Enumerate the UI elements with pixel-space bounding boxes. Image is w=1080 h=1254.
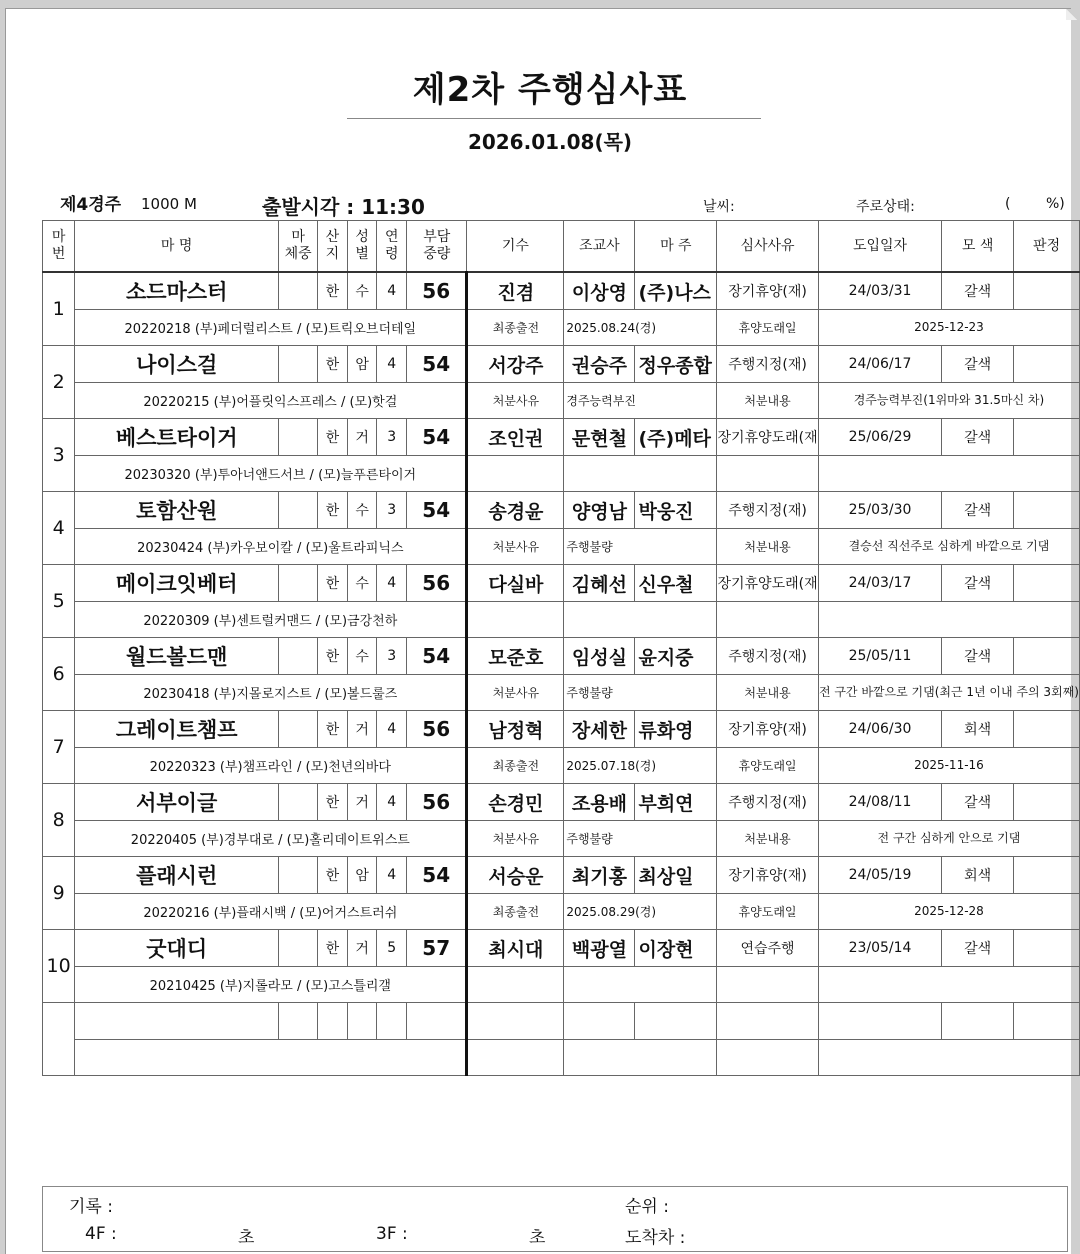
horse-sex: 거 — [347, 930, 377, 967]
horse-reason: 주행지정(재) — [717, 638, 819, 675]
horse-owner: 최상일 — [635, 857, 717, 894]
detail-value-1 — [564, 456, 717, 492]
horse-origin: 한 — [318, 272, 348, 310]
horse-trainer: 임성실 — [564, 638, 635, 675]
horse-weight-cell[interactable] — [279, 419, 318, 456]
detail-label-2 — [717, 602, 819, 638]
horse-pedigree: 20220405 (부)경부대로 / (모)홀리데이트위스트 — [75, 821, 467, 857]
horse-trainer: 백광열 — [564, 930, 635, 967]
empty-cell[interactable] — [635, 1003, 717, 1040]
horse-detail-row — [43, 675, 1080, 711]
verdict-cell[interactable] — [1014, 346, 1080, 383]
horse-sex: 암 — [347, 857, 377, 894]
horse-row — [43, 638, 1080, 675]
horse-trainer: 최기홍 — [564, 857, 635, 894]
col-verdict: 판정 — [1014, 221, 1080, 273]
detail-value-1: 2025.08.29(경) — [564, 894, 717, 930]
horse-name: 메이크잇베터 — [75, 565, 279, 602]
detail-value-1: 주행불량 — [564, 529, 717, 565]
horse-color: 갈색 — [942, 492, 1014, 529]
horse-age: 4 — [377, 711, 407, 748]
empty-cell[interactable] — [467, 1003, 564, 1040]
horse-sex: 암 — [347, 346, 377, 383]
sheet-date: 2026.01.08(목) — [467, 130, 633, 154]
title-underline — [347, 118, 761, 119]
start-time: 출발시각 : 11:30 — [262, 195, 425, 219]
horse-reason: 주행지정(재) — [717, 784, 819, 821]
horse-row — [43, 711, 1080, 748]
record-box — [42, 1186, 1068, 1252]
horse-intro-date: 23/05/14 — [818, 930, 941, 967]
horse-reason: 장기휴양도래(재 — [717, 419, 819, 456]
horse-reason: 장기휴양(재) — [717, 272, 819, 310]
horse-trainer: 조용배 — [564, 784, 635, 821]
horse-age: 4 — [377, 857, 407, 894]
horse-burden: 54 — [407, 346, 467, 383]
col-intro-date: 도입일자 — [818, 221, 941, 273]
horse-pedigree: 20210425 (부)지롤라모 / (모)고스틀리갤 — [75, 967, 467, 1003]
detail-label-1 — [467, 602, 564, 638]
horse-origin: 한 — [318, 784, 348, 821]
horse-detail-row — [43, 602, 1080, 638]
horse-trainer: 문현철 — [564, 419, 635, 456]
col-origin: 산 지 — [318, 221, 348, 273]
horse-row — [43, 857, 1080, 894]
detail-label-2: 처분내용 — [717, 383, 819, 419]
horse-jockey: 남정혁 — [467, 711, 564, 748]
verdict-cell[interactable] — [1014, 930, 1080, 967]
horse-burden: 54 — [407, 492, 467, 529]
horse-owner: (주)메타 — [635, 419, 717, 456]
horse-color: 갈색 — [942, 930, 1014, 967]
detail-label-2: 처분내용 — [717, 529, 819, 565]
horse-color: 갈색 — [942, 419, 1014, 456]
empty-cell[interactable] — [717, 1003, 819, 1040]
col-sex: 성 별 — [347, 221, 377, 273]
horse-color: 회색 — [942, 711, 1014, 748]
horse-owner: 정우종합 — [635, 346, 717, 383]
horse-color: 갈색 — [942, 784, 1014, 821]
horse-owner: 부희연 — [635, 784, 717, 821]
horse-detail-row — [43, 894, 1080, 930]
horse-name: 굿대디 — [75, 930, 279, 967]
horse-origin: 한 — [318, 711, 348, 748]
horse-name: 서부이글 — [75, 784, 279, 821]
horse-age: 4 — [377, 784, 407, 821]
horse-sex: 수 — [347, 272, 377, 310]
detail-label-1 — [467, 456, 564, 492]
detail-value-1: 주행불량 — [564, 821, 717, 857]
sheet-title: 제2차 주행심사표 — [412, 70, 688, 110]
detail-label-1: 최종출전 — [467, 310, 564, 346]
detail-value-2: 결승선 직선주로 심하게 바깥으로 기댐 — [818, 529, 1079, 565]
horse-number: 3 — [43, 419, 75, 492]
detail-value-2: 2025-12-28 — [818, 894, 1079, 930]
col-burden: 부담 중량 — [407, 221, 467, 273]
horse-origin: 한 — [318, 857, 348, 894]
col-trainer: 조교사 — [564, 221, 635, 273]
page-corner — [1066, 9, 1077, 20]
horse-owner: (주)나스 — [635, 272, 717, 310]
horse-pedigree: 20220215 (부)어플릿익스프레스 / (모)핫걸 — [75, 383, 467, 419]
horse-row — [43, 419, 1080, 456]
horse-intro-date: 24/05/19 — [818, 857, 941, 894]
col-owner: 마 주 — [635, 221, 717, 273]
horse-detail-row — [43, 821, 1080, 857]
col-name: 마 명 — [75, 221, 279, 273]
horse-color: 갈색 — [942, 638, 1014, 675]
horse-trainer: 이상영 — [564, 272, 635, 310]
horse-weight-cell[interactable] — [279, 638, 318, 675]
detail-value-2: 전 구간 심하게 안으로 기댐 — [818, 821, 1079, 857]
horse-origin: 한 — [318, 419, 348, 456]
horse-name: 월드볼드맨 — [75, 638, 279, 675]
race-distance: 1000 M — [141, 195, 197, 213]
detail-label-2: 휴양도래일 — [717, 748, 819, 784]
detail-label-2: 휴양도래일 — [717, 894, 819, 930]
horse-sex: 거 — [347, 784, 377, 821]
horse-pedigree: 20230320 (부)투아너앤드서브 / (모)늘푸른타이거 — [75, 456, 467, 492]
empty-cell[interactable] — [818, 1040, 1079, 1076]
horse-origin: 한 — [318, 346, 348, 383]
horse-number: 10 — [43, 930, 75, 1003]
horse-detail-row — [43, 748, 1080, 784]
detail-value-2 — [818, 456, 1079, 492]
detail-label-2: 처분내용 — [717, 675, 819, 711]
horse-weight-cell[interactable] — [279, 346, 318, 383]
horse-table — [42, 220, 1080, 1076]
horse-trainer: 김혜선 — [564, 565, 635, 602]
empty-cell[interactable] — [75, 1003, 279, 1040]
col-color: 모 색 — [942, 221, 1014, 273]
detail-label-1: 최종출전 — [467, 748, 564, 784]
race-number: 제4경주 — [60, 195, 122, 215]
horse-jockey: 최시대 — [467, 930, 564, 967]
horse-row — [43, 565, 1080, 602]
horse-age: 4 — [377, 565, 407, 602]
detail-value-1: 경주능력부진 — [564, 383, 717, 419]
rank-label: 순위 : — [625, 1197, 669, 1217]
horse-weight-cell[interactable] — [279, 711, 318, 748]
detail-value-2 — [818, 967, 1079, 1003]
furlong4-unit: 초 — [238, 1228, 255, 1248]
track-condition-label: 주로상태: — [856, 199, 915, 215]
detail-value-2: 전 구간 바깥으로 기댐(최근 1년 이내 주의 3회째) — [818, 675, 1079, 711]
col-reason: 심사사유 — [717, 221, 819, 273]
horse-pedigree: 20220309 (부)센트럴커맨드 / (모)금강천하 — [75, 602, 467, 638]
empty-number-cell — [43, 1003, 75, 1076]
horse-age: 3 — [377, 638, 407, 675]
horse-burden: 57 — [407, 930, 467, 967]
horse-number: 2 — [43, 346, 75, 419]
horse-pedigree: 20220216 (부)플래시백 / (모)어거스트러쉬 — [75, 894, 467, 930]
horse-row — [43, 930, 1080, 967]
empty-cell[interactable] — [564, 1040, 717, 1076]
horse-weight-cell[interactable] — [279, 857, 318, 894]
horse-number: 8 — [43, 784, 75, 857]
horse-name: 소드마스터 — [75, 272, 279, 310]
horse-number: 1 — [43, 272, 75, 346]
horse-burden: 56 — [407, 711, 467, 748]
horse-jockey: 서강주 — [467, 346, 564, 383]
horse-reason: 장기휴양(재) — [717, 711, 819, 748]
detail-label-1: 처분사유 — [467, 529, 564, 565]
horse-burden: 54 — [407, 638, 467, 675]
detail-label-1: 처분사유 — [467, 821, 564, 857]
horse-sex: 수 — [347, 565, 377, 602]
horse-intro-date: 25/05/11 — [818, 638, 941, 675]
horse-origin: 한 — [318, 565, 348, 602]
weather-label: 날씨: — [703, 199, 735, 215]
horse-name: 그레이트챔프 — [75, 711, 279, 748]
horse-reason: 주행지정(재) — [717, 492, 819, 529]
horse-pedigree: 20230418 (부)지몰로지스트 / (모)볼드룰즈 — [75, 675, 467, 711]
table-header — [43, 221, 1080, 273]
verdict-cell[interactable] — [1014, 784, 1080, 821]
horse-name: 나이스걸 — [75, 346, 279, 383]
horse-origin: 한 — [318, 638, 348, 675]
horse-reason: 장기휴양(재) — [717, 857, 819, 894]
empty-cell[interactable] — [377, 1003, 407, 1040]
horse-weight-cell[interactable] — [279, 784, 318, 821]
horse-pedigree: 20230424 (부)카우보이칼 / (모)울트라피닉스 — [75, 529, 467, 565]
detail-value-2: 2025-11-16 — [818, 748, 1079, 784]
empty-cell[interactable] — [407, 1003, 467, 1040]
horse-color: 갈색 — [942, 346, 1014, 383]
detail-label-2 — [717, 967, 819, 1003]
horse-detail-row — [43, 456, 1080, 492]
empty-detail-row — [43, 1040, 1080, 1076]
track-percent-close: %) — [1046, 196, 1065, 212]
horse-age: 3 — [377, 492, 407, 529]
detail-value-2 — [818, 602, 1079, 638]
horse-pedigree: 20220218 (부)페더럴리스트 / (모)트릭오브더테일 — [75, 310, 467, 346]
empty-cell[interactable] — [279, 1003, 318, 1040]
horse-intro-date: 24/03/31 — [818, 272, 941, 310]
furlong3-label: 3F : — [376, 1224, 408, 1244]
detail-label-1: 처분사유 — [467, 383, 564, 419]
horse-jockey: 진겸 — [467, 272, 564, 310]
horse-jockey: 서승운 — [467, 857, 564, 894]
empty-cell[interactable] — [318, 1003, 348, 1040]
verdict-cell[interactable] — [1014, 638, 1080, 675]
horse-age: 5 — [377, 930, 407, 967]
horse-detail-row — [43, 529, 1080, 565]
horse-detail-row — [43, 967, 1080, 1003]
horse-name: 베스트타이거 — [75, 419, 279, 456]
col-no: 마 번 — [43, 221, 75, 273]
horse-row — [43, 272, 1080, 310]
empty-cell[interactable] — [467, 1040, 564, 1076]
horse-burden: 56 — [407, 784, 467, 821]
horse-weight-cell[interactable] — [279, 492, 318, 529]
detail-value-1: 2025.08.24(경) — [564, 310, 717, 346]
horse-row — [43, 346, 1080, 383]
horse-burden: 56 — [407, 272, 467, 310]
horse-burden: 56 — [407, 565, 467, 602]
horse-weight-cell[interactable] — [279, 565, 318, 602]
horse-reason: 연습주행 — [717, 930, 819, 967]
horse-owner: 신우철 — [635, 565, 717, 602]
empty-cell[interactable] — [347, 1003, 377, 1040]
horse-owner: 윤지중 — [635, 638, 717, 675]
horse-name: 토함산원 — [75, 492, 279, 529]
horse-detail-row — [43, 310, 1080, 346]
detail-label-2: 처분내용 — [717, 821, 819, 857]
empty-cell[interactable] — [1014, 1003, 1080, 1040]
horse-sex: 거 — [347, 711, 377, 748]
col-jockey: 기수 — [467, 221, 564, 273]
horse-age: 4 — [377, 272, 407, 310]
horse-row — [43, 492, 1080, 529]
detail-value-1 — [564, 602, 717, 638]
detail-value-1 — [564, 967, 717, 1003]
horse-intro-date: 24/06/30 — [818, 711, 941, 748]
horse-number: 5 — [43, 565, 75, 638]
horse-age: 4 — [377, 346, 407, 383]
record-label: 기록 : — [69, 1197, 113, 1217]
empty-cell[interactable] — [942, 1003, 1014, 1040]
horse-reason: 장기휴양도래(재 — [717, 565, 819, 602]
horse-pedigree: 20220323 (부)챔프라인 / (모)천년의바다 — [75, 748, 467, 784]
horse-owner: 박웅진 — [635, 492, 717, 529]
horse-jockey: 송경윤 — [467, 492, 564, 529]
horse-number: 9 — [43, 857, 75, 930]
verdict-cell[interactable] — [1014, 492, 1080, 529]
horse-weight-cell[interactable] — [279, 272, 318, 310]
horse-intro-date: 25/06/29 — [818, 419, 941, 456]
horse-intro-date: 25/03/30 — [818, 492, 941, 529]
empty-row — [43, 1003, 1080, 1040]
horse-trainer: 양영남 — [564, 492, 635, 529]
detail-label-1: 처분사유 — [467, 675, 564, 711]
verdict-cell[interactable] — [1014, 565, 1080, 602]
detail-label-1 — [467, 967, 564, 1003]
horse-sex: 거 — [347, 419, 377, 456]
verdict-cell[interactable] — [1014, 711, 1080, 748]
furlong3-unit: 초 — [529, 1228, 546, 1248]
empty-cell[interactable] — [75, 1040, 467, 1076]
horse-intro-date: 24/08/11 — [818, 784, 941, 821]
horse-number: 7 — [43, 711, 75, 784]
track-percent-open: ( — [1005, 196, 1011, 212]
detail-label-2: 휴양도래일 — [717, 310, 819, 346]
empty-cell[interactable] — [818, 1003, 941, 1040]
horse-sex: 수 — [347, 638, 377, 675]
horse-detail-row — [43, 383, 1080, 419]
detail-value-1: 주행불량 — [564, 675, 717, 711]
empty-cell[interactable] — [564, 1003, 635, 1040]
col-age: 연 령 — [377, 221, 407, 273]
col-weight: 마 체중 — [279, 221, 318, 273]
horse-burden: 54 — [407, 857, 467, 894]
horse-color: 갈색 — [942, 565, 1014, 602]
detail-value-1: 2025.07.18(경) — [564, 748, 717, 784]
horse-owner: 류화영 — [635, 711, 717, 748]
horse-row — [43, 784, 1080, 821]
verdict-cell[interactable] — [1014, 272, 1080, 310]
horse-weight-cell[interactable] — [279, 930, 318, 967]
horse-burden: 54 — [407, 419, 467, 456]
margin-label: 도착차 : — [625, 1228, 686, 1248]
horse-reason: 주행지정(재) — [717, 346, 819, 383]
horse-color: 갈색 — [942, 272, 1014, 310]
horse-trainer: 권승주 — [564, 346, 635, 383]
horse-jockey: 다실바 — [467, 565, 564, 602]
horse-age: 3 — [377, 419, 407, 456]
horse-color: 회색 — [942, 857, 1014, 894]
detail-value-2: 2025-12-23 — [818, 310, 1079, 346]
horse-owner: 이장현 — [635, 930, 717, 967]
verdict-cell[interactable] — [1014, 419, 1080, 456]
horse-intro-date: 24/06/17 — [818, 346, 941, 383]
detail-label-1: 최종출전 — [467, 894, 564, 930]
empty-cell[interactable] — [717, 1040, 819, 1076]
horse-origin: 한 — [318, 492, 348, 529]
horse-origin: 한 — [318, 930, 348, 967]
horse-jockey: 모준호 — [467, 638, 564, 675]
detail-value-2: 경주능력부진(1위마와 31.5마신 차) — [818, 383, 1079, 419]
horse-jockey: 손경민 — [467, 784, 564, 821]
horse-intro-date: 24/03/17 — [818, 565, 941, 602]
horse-name: 플래시런 — [75, 857, 279, 894]
horse-jockey: 조인권 — [467, 419, 564, 456]
detail-label-2 — [717, 456, 819, 492]
horse-number: 4 — [43, 492, 75, 565]
furlong4-label: 4F : — [85, 1224, 117, 1244]
horse-trainer: 장세한 — [564, 711, 635, 748]
horse-sex: 수 — [347, 492, 377, 529]
verdict-cell[interactable] — [1014, 857, 1080, 894]
horse-number: 6 — [43, 638, 75, 711]
